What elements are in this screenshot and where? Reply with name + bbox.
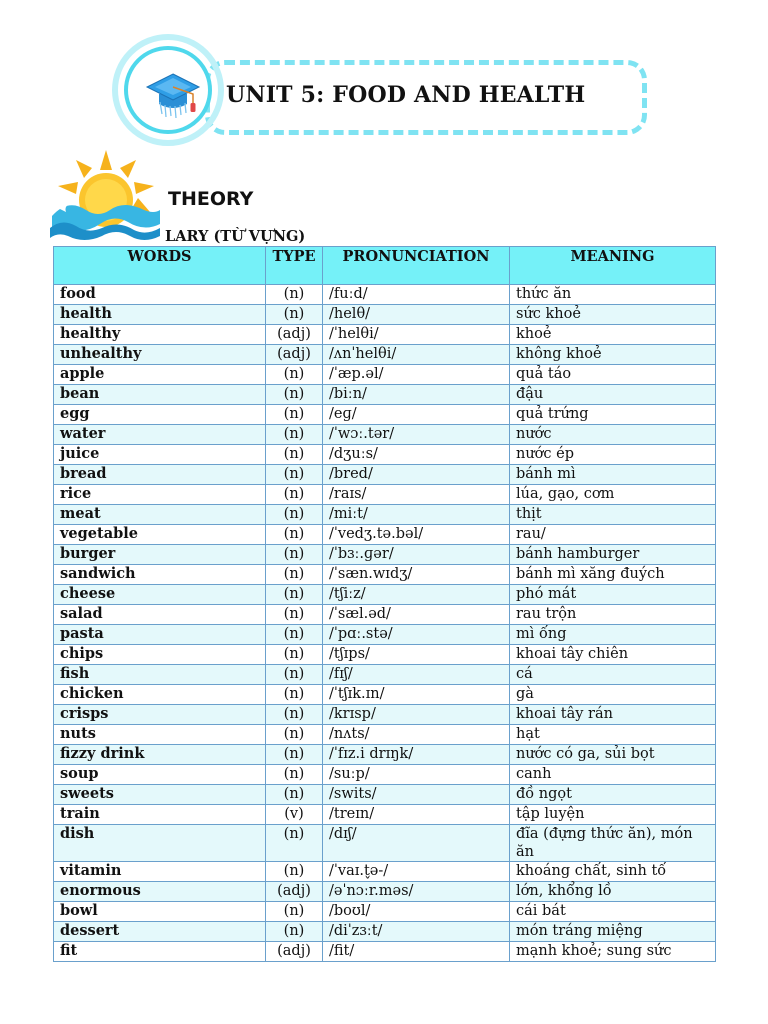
meaning-cell: rau trộn — [510, 605, 716, 625]
table-row — [54, 465, 716, 485]
table-row — [54, 405, 716, 425]
word-cell: fish — [54, 665, 266, 685]
pronunciation-cell: /tʃɪps/ — [323, 645, 510, 665]
type-cell: (n) — [266, 765, 323, 785]
type-cell: (n) — [266, 525, 323, 545]
table-row — [54, 525, 716, 545]
word-cell: dish — [54, 825, 266, 862]
type-cell: (n) — [266, 705, 323, 725]
pronunciation-cell: /ˈæp.əl/ — [323, 365, 510, 385]
pronunciation-cell: /tʃiːz/ — [323, 585, 510, 605]
word-cell: nuts — [54, 725, 266, 745]
meaning-cell: hạt — [510, 725, 716, 745]
word-cell: enormous — [54, 882, 266, 902]
pronunciation-cell: /dʒuːs/ — [323, 445, 510, 465]
table-row — [54, 565, 716, 585]
meaning-cell: đồ ngọt — [510, 785, 716, 805]
word-cell: unhealthy — [54, 345, 266, 365]
type-cell: (n) — [266, 645, 323, 665]
pronunciation-cell: /swits/ — [323, 785, 510, 805]
word-cell: bowl — [54, 902, 266, 922]
type-cell: (n) — [266, 862, 323, 882]
word-cell: vegetable — [54, 525, 266, 545]
type-cell: (n) — [266, 465, 323, 485]
table-row — [54, 805, 716, 825]
pronunciation-cell: /ˈvaɪ.t̬ə-/ — [323, 862, 510, 882]
meaning-cell: nước ép — [510, 445, 716, 465]
meaning-cell: thức ăn — [510, 285, 716, 305]
type-cell: (n) — [266, 585, 323, 605]
word-cell: fit — [54, 942, 266, 962]
word-cell: fizzy drink — [54, 745, 266, 765]
type-cell: (n) — [266, 385, 323, 405]
type-cell: (n) — [266, 725, 323, 745]
table-row — [54, 685, 716, 705]
word-cell: sweets — [54, 785, 266, 805]
pronunciation-cell: /helθ/ — [323, 305, 510, 325]
table-row — [54, 705, 716, 725]
word-cell: apple — [54, 365, 266, 385]
pronunciation-cell: /ˈwɔː.tər/ — [323, 425, 510, 445]
table-row — [54, 585, 716, 605]
pronunciation-cell: /miːt/ — [323, 505, 510, 525]
pronunciation-cell: /bred/ — [323, 465, 510, 485]
table-row — [54, 625, 716, 645]
type-cell: (adj) — [266, 325, 323, 345]
word-cell: food — [54, 285, 266, 305]
table-row — [54, 445, 716, 465]
page-title: UNIT 5: FOOD AND HEALTH — [226, 82, 586, 108]
table-row — [54, 745, 716, 765]
type-cell: (n) — [266, 785, 323, 805]
type-cell: (v) — [266, 805, 323, 825]
word-cell: burger — [54, 545, 266, 565]
table-row — [54, 605, 716, 625]
word-cell: juice — [54, 445, 266, 465]
meaning-cell: khoai tây rán — [510, 705, 716, 725]
word-cell: bean — [54, 385, 266, 405]
word-cell: bread — [54, 465, 266, 485]
sun-wave-icon — [48, 148, 164, 244]
table-row — [54, 485, 716, 505]
meaning-cell: khoáng chất, sinh tố — [510, 862, 716, 882]
word-cell: rice — [54, 485, 266, 505]
table-row — [54, 285, 716, 305]
type-cell: (n) — [266, 665, 323, 685]
meaning-cell: lúa, gạo, cơm — [510, 485, 716, 505]
type-cell: (n) — [266, 825, 323, 862]
table-row — [54, 725, 716, 745]
table-row — [54, 665, 716, 685]
table-row — [54, 922, 716, 942]
word-cell: sandwich — [54, 565, 266, 585]
type-cell: (n) — [266, 565, 323, 585]
type-cell: (adj) — [266, 345, 323, 365]
pronunciation-cell: /ˈtʃɪk.ɪn/ — [323, 685, 510, 705]
meaning-cell: mì ống — [510, 625, 716, 645]
meaning-cell: khoẻ — [510, 325, 716, 345]
table-row — [54, 785, 716, 805]
pronunciation-cell: /ˈsæn.wɪdʒ/ — [323, 565, 510, 585]
pronunciation-cell: /boʊl/ — [323, 902, 510, 922]
table-row — [54, 645, 716, 665]
table-row — [54, 825, 716, 862]
type-cell: (n) — [266, 922, 323, 942]
type-cell: (n) — [266, 685, 323, 705]
meaning-cell: khoai tây chiên — [510, 645, 716, 665]
type-cell: (n) — [266, 425, 323, 445]
table-row — [54, 862, 716, 882]
section-heading: THEORY — [168, 188, 254, 210]
pronunciation-cell: /krɪsp/ — [323, 705, 510, 725]
pronunciation-cell: /biːn/ — [323, 385, 510, 405]
table-row — [54, 385, 716, 405]
pronunciation-cell: /fuːd/ — [323, 285, 510, 305]
pronunciation-cell: /suːp/ — [323, 765, 510, 785]
word-cell: vitamin — [54, 862, 266, 882]
pronunciation-cell: /eɡ/ — [323, 405, 510, 425]
meaning-cell: mạnh khoẻ; sung sức — [510, 942, 716, 962]
type-cell: (n) — [266, 365, 323, 385]
meaning-cell: nước — [510, 425, 716, 445]
type-cell: (n) — [266, 305, 323, 325]
word-cell: soup — [54, 765, 266, 785]
meaning-cell: cái bát — [510, 902, 716, 922]
word-cell: cheese — [54, 585, 266, 605]
pronunciation-cell: /diˈzɜːt/ — [323, 922, 510, 942]
meaning-cell: cá — [510, 665, 716, 685]
meaning-cell: lớn, khổng lồ — [510, 882, 716, 902]
table-row — [54, 942, 716, 962]
type-cell: (n) — [266, 545, 323, 565]
pronunciation-cell: /ˈbɜː.ɡər/ — [323, 545, 510, 565]
table-row — [54, 325, 716, 345]
pronunciation-cell: /ʌnˈhelθi/ — [323, 345, 510, 365]
meaning-cell: bánh mì xăng đuých — [510, 565, 716, 585]
word-cell: train — [54, 805, 266, 825]
meaning-cell: quả táo — [510, 365, 716, 385]
word-cell: water — [54, 425, 266, 445]
meaning-cell: bánh mì — [510, 465, 716, 485]
pronunciation-cell: /fɪʃ/ — [323, 665, 510, 685]
header-meaning: MEANING — [510, 247, 716, 285]
word-cell: chicken — [54, 685, 266, 705]
word-cell: dessert — [54, 922, 266, 942]
meaning-cell: không khoẻ — [510, 345, 716, 365]
word-cell: pasta — [54, 625, 266, 645]
header-pronunciation: PRONUNCIATION — [323, 247, 510, 285]
type-cell: (n) — [266, 485, 323, 505]
meaning-cell: gà — [510, 685, 716, 705]
meaning-cell: món tráng miệng — [510, 922, 716, 942]
pronunciation-cell: /dɪʃ/ — [323, 825, 510, 862]
header-type: TYPE — [266, 247, 323, 285]
table-row — [54, 765, 716, 785]
meaning-cell: thịt — [510, 505, 716, 525]
graduation-cap-icon — [145, 70, 201, 120]
pronunciation-cell: /raɪs/ — [323, 485, 510, 505]
type-cell: (n) — [266, 605, 323, 625]
table-row — [54, 882, 716, 902]
table-row — [54, 305, 716, 325]
table-row — [54, 365, 716, 385]
word-cell: salad — [54, 605, 266, 625]
meaning-cell: nước có ga, sủi bọt — [510, 745, 716, 765]
table-row — [54, 545, 716, 565]
meaning-cell: bánh hamburger — [510, 545, 716, 565]
type-cell: (adj) — [266, 882, 323, 902]
type-cell: (n) — [266, 505, 323, 525]
type-cell: (n) — [266, 902, 323, 922]
table-row — [54, 425, 716, 445]
word-cell: chips — [54, 645, 266, 665]
meaning-cell: sức khoẻ — [510, 305, 716, 325]
word-cell: crisps — [54, 705, 266, 725]
pronunciation-cell: /nʌts/ — [323, 725, 510, 745]
type-cell: (n) — [266, 285, 323, 305]
vocabulary-subheading: LARY (TỪ VỰNG) — [165, 228, 306, 245]
meaning-cell: quả trứng — [510, 405, 716, 425]
meaning-cell: rau/ — [510, 525, 716, 545]
type-cell: (n) — [266, 405, 323, 425]
table-header-row — [54, 247, 716, 285]
meaning-cell: tập luyện — [510, 805, 716, 825]
type-cell: (n) — [266, 745, 323, 765]
meaning-cell: canh — [510, 765, 716, 785]
pronunciation-cell: /ˈpɑː.stə/ — [323, 625, 510, 645]
pronunciation-cell: /ˈfɪz.i drɪŋk/ — [323, 745, 510, 765]
meaning-cell: đậu — [510, 385, 716, 405]
table-row — [54, 505, 716, 525]
pronunciation-cell: /treɪn/ — [323, 805, 510, 825]
pronunciation-cell: /ˈhelθi/ — [323, 325, 510, 345]
meaning-cell: đĩa (đựng thức ăn), món ăn — [510, 825, 716, 862]
type-cell: (n) — [266, 445, 323, 465]
word-cell: meat — [54, 505, 266, 525]
type-cell: (n) — [266, 625, 323, 645]
pronunciation-cell: /ˈsæl.əd/ — [323, 605, 510, 625]
table-row — [54, 902, 716, 922]
vocabulary-table — [53, 246, 716, 962]
type-cell: (adj) — [266, 942, 323, 962]
word-cell: health — [54, 305, 266, 325]
pronunciation-cell: /fit/ — [323, 942, 510, 962]
header-words: WORDS — [54, 247, 266, 285]
word-cell: healthy — [54, 325, 266, 345]
meaning-cell: phó mát — [510, 585, 716, 605]
table-row — [54, 345, 716, 365]
pronunciation-cell: /ˈvedʒ.tə.bəl/ — [323, 525, 510, 545]
word-cell: egg — [54, 405, 266, 425]
pronunciation-cell: /əˈnɔːr.məs/ — [323, 882, 510, 902]
